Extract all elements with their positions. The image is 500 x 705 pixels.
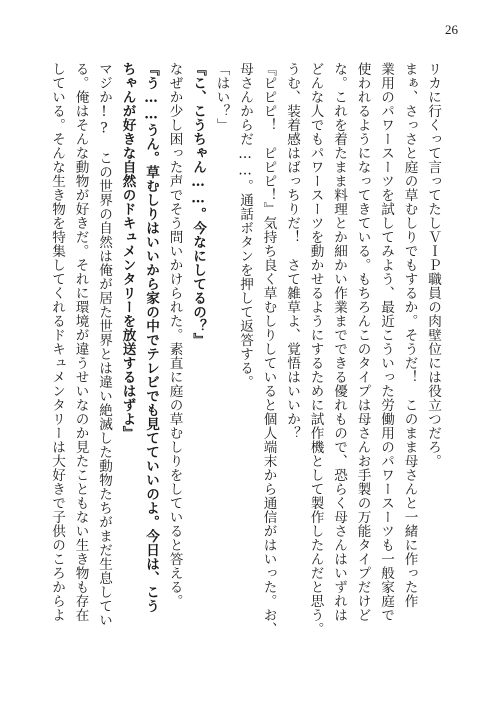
text-line: まぁ、さっさと庭の草むしりでもするか。そうだ！ このまま母さんと一緒に作った作 <box>401 62 418 608</box>
text-line: なぜか少し困った声でそう問いかけられた。素直に庭の草むしりをしていると答える。 <box>166 62 183 608</box>
text-line: どんな人でもパワースーツを動かせるようにするために試作機として製作したんだと思う。 <box>307 62 324 636</box>
dialogue-line: 『こ、こうちゃん……。今なにしてるの？』 <box>190 62 206 347</box>
text-line: な。これを着たまま料理とか細かい作業までできる優れもので、恐らく母さんはいずれは <box>331 62 347 622</box>
body-text <box>49 62 444 662</box>
text-line: うむ、装着感はばっちりだ！ さて雑草よ、覚悟はいいか？ <box>284 62 300 440</box>
dialogue-line: ちゃんが好きな自然のドキュメンタリーを放送するはずよ』 <box>119 62 136 440</box>
dialogue-line: 「はい？」 <box>213 62 230 132</box>
text-line: マジか!? この世界の自然は俺が居た世界とは違い絶滅した動物たちがまだ生息してい <box>96 62 112 627</box>
text-line: 使われるようになってきている。もちろんこのタイプは母さんお手製の万能タイプだけど <box>354 62 371 622</box>
text-line: 業用のパワースーツを試してみよう、最近こういった労働用のパワースーツも一般家庭で <box>378 62 394 622</box>
text-line: リカに行くって言ってたしＶＩＰ職員の肉壁位には役立つだろ。 <box>425 62 441 468</box>
page-number: 26 <box>445 22 458 37</box>
text-line: している。そんな生き物を特集してくれるドキュメンタリーは大好きで子供のころからよ <box>49 62 65 622</box>
text-line: る。俺はそんな動物が好きだ。それに環境が違うせいなのか見たこともない生き物も存在 <box>72 62 89 622</box>
dialogue-line: 『う……うん。草むしりはいいから家の中でテレビでも見てていいのよ。今日は、こう <box>143 62 159 613</box>
text-line: 『ピピピ！ ピピピ！』気持ち良く草むしりしていると個人端末から通信がはいった。お、 <box>260 62 277 636</box>
text-line: 母さんからだ……。通話ボタンを押して返答する。 <box>237 62 253 389</box>
